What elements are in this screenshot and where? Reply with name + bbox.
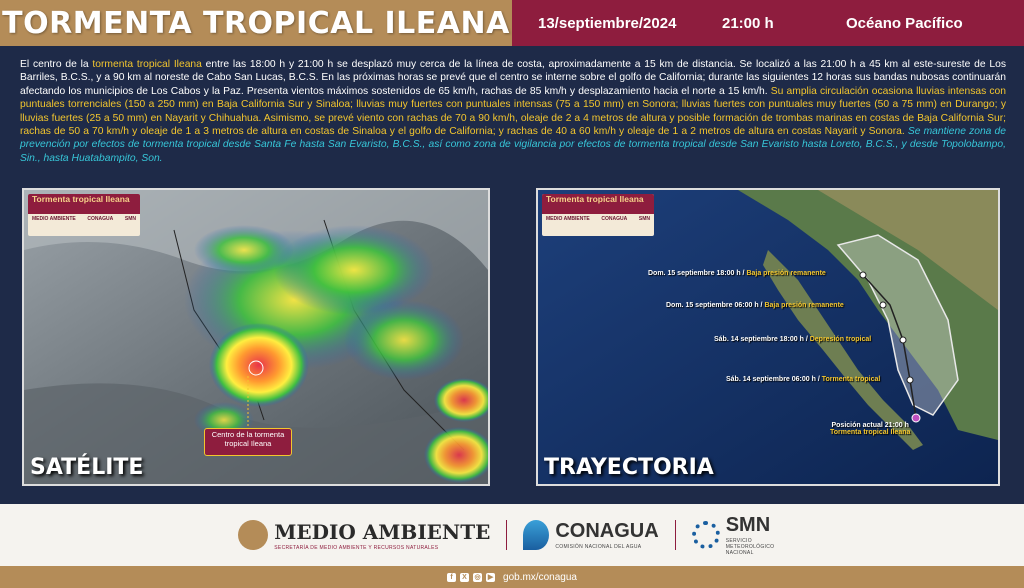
footer-org-1-name: MEDIO AMBIENTE [274,519,491,544]
panel-tag-2 [542,194,654,236]
panel-tag [28,194,140,236]
forecast-point-1: Dom. 15 septiembre 18:00 h / Baja presión remanente [648,270,826,277]
logo-medio-ambiente-2: MEDIO AMBIENTE [546,216,590,222]
footer-org-3-name: SMN [725,514,771,536]
panel-tag-logos-2 [542,214,654,224]
header-info-bar [512,0,1024,46]
conagua-drop-icon [523,520,549,550]
bulletin-ocean: Océano Pacífico [846,14,963,32]
footer-url[interactable]: gob.mx/conagua [503,571,577,583]
bulletin-text [20,58,1006,165]
footer-org-1 [238,520,490,551]
header-title-bar [0,0,512,46]
facebook-icon[interactable]: f [447,573,456,582]
logo-conagua: CONAGUA [87,216,114,222]
bulletin-rain-forecast: Su amplia circulación ocasiona lluvias intensas con puntuales torrenciales (150 a 250 mm) en Baja California Sur y Sinaloa; lluvias muy fuertes con puntuales intensas (75 a 150 mm) en Sonora; lluvias fuertes con puntuales muy fuertes (50 a 75 mm) en Durango; y lluvias fuertes (25 a 50 mm) en Nayarit y Chihuahua. Asimismo, se prevé viento con rachas de 70 a 90 km/h, oleaje de 2 a 4 metros de altura y posible formación de trombas marinas en costas de Baja California Sur; rachas de 50 a 70 km/h y oleaje de 1 a 3 metros de altura en costas de Sinaloa y el golfo de California; y rachas de 40 a 60 km/h y oleaje de 1 a 2 metros de altura en costas Nayarit y Sonora. [20,85,1006,138]
footer-org-2-sub: COMISIÓN NACIONAL DEL AGUA [555,544,642,550]
footer-org-1-sub: SECRETARÍA DE MEDIO AMBIENTE Y RECURSOS NATURALES [274,544,439,551]
forecast-point-2: Dom. 15 septiembre 06:00 h / Baja presión remanente [666,302,844,309]
current-position [830,422,910,436]
logo-smn: SMN [124,216,136,222]
social-icons [447,573,495,582]
bulletin-storm-name: tormenta tropical Ileana [92,59,202,70]
satellite-label: SATÉLITE [30,455,144,480]
bulletin-warning-zones: Se mantiene zona de prevención por efectos de tormenta tropical desde Santa Fe hasta San Evaristo, B.C.S., así como zona de vigilancia por efectos de tormenta tropical desde San Evaristo hasta Loreto, B.C.S., y desde Topolobampo, Sin., hasta Huatabampito, Son. [20,126,1006,164]
current-position-status: Tormenta tropical Ileana [830,429,911,436]
forecast-date-2: Dom. 15 septiembre 06:00 h [666,302,759,309]
logo-medio-ambiente: MEDIO AMBIENTE [32,216,76,222]
trajectory-panel [536,188,1000,486]
bottom-bar [0,566,1024,588]
bulletin-date: 13/septiembre/2024 [538,14,677,32]
footer-logos [0,504,1024,566]
footer-org-2 [523,520,658,550]
forecast-date-1: Dom. 15 septiembre 18:00 h [648,270,741,277]
forecast-status-2: Baja presión remanente [764,302,844,309]
current-position-label: Posición actual 21:00 h [831,422,909,429]
footer-org-3-sub: SERVICIO METEOROLÓGICO NACIONAL [725,538,775,556]
panel-tag-logos [28,214,140,224]
forecast-date-3: Sáb. 14 septiembre 18:00 h [714,336,804,343]
forecast-date-4: Sáb. 14 septiembre 06:00 h [726,376,816,383]
satellite-panel [22,188,490,486]
footer-separator-2 [675,520,676,550]
bulletin-time: 21:00 h [722,14,774,32]
smn-logo-icon [692,521,720,549]
forecast-point-4: Sáb. 14 septiembre 06:00 h / Tormenta tropical [726,376,881,383]
forecast-point-3: Sáb. 14 septiembre 18:00 h / Depresión tropical [714,336,872,343]
forecast-status-1: Baja presión remanente [746,270,826,277]
logo-conagua-2: CONAGUA [601,216,628,222]
storm-center-callout: Centro de la tormenta tropical Ileana [204,428,292,456]
panel-tag-title: Tormenta tropical Ileana [28,194,140,214]
trajectory-label: TRAYECTORIA [544,455,714,480]
panel-tag-title-2: Tormenta tropical Ileana [542,194,654,214]
footer-org-3 [692,514,786,556]
forecast-status-4: Tormenta tropical [821,376,881,383]
forecast-status-3: Depresión tropical [809,336,872,343]
footer-org-2-name: CONAGUA [555,520,659,542]
page-title: TORMENTA TROPICAL ILEANA [2,5,510,41]
medio-ambiente-seal-icon [238,520,268,550]
x-icon[interactable]: X [460,573,469,582]
youtube-icon[interactable]: ▶ [487,574,494,581]
footer-separator-1 [506,520,507,550]
logo-smn-2: SMN [638,216,650,222]
bulletin-part-1: El centro de la [20,59,93,70]
bulletin-part-2: entre las 18:00 h y 21:00 h se desplazó muy cerca de la línea de costa, aproximadamente a 15 km de distancia. Se localizó a las 21:00 h a 45 km al este-sureste de Los Barriles, B.C.S., y a 90 km al noreste de Cabo San Lucas, B.C.S. En las próximas horas se prevé que el centro se interne sobre el golfo de California; durante las siguientes 12 horas sus bandas nubosas continuarán afectando los municipios de Los Cabos y la Paz. Presenta vientos máximos sostenidos de 65 km/h, rachas de 85 km/h y desplazamiento hacia el norte a 15 km/h. [20,59,1006,97]
instagram-icon[interactable]: ◎ [474,574,481,581]
